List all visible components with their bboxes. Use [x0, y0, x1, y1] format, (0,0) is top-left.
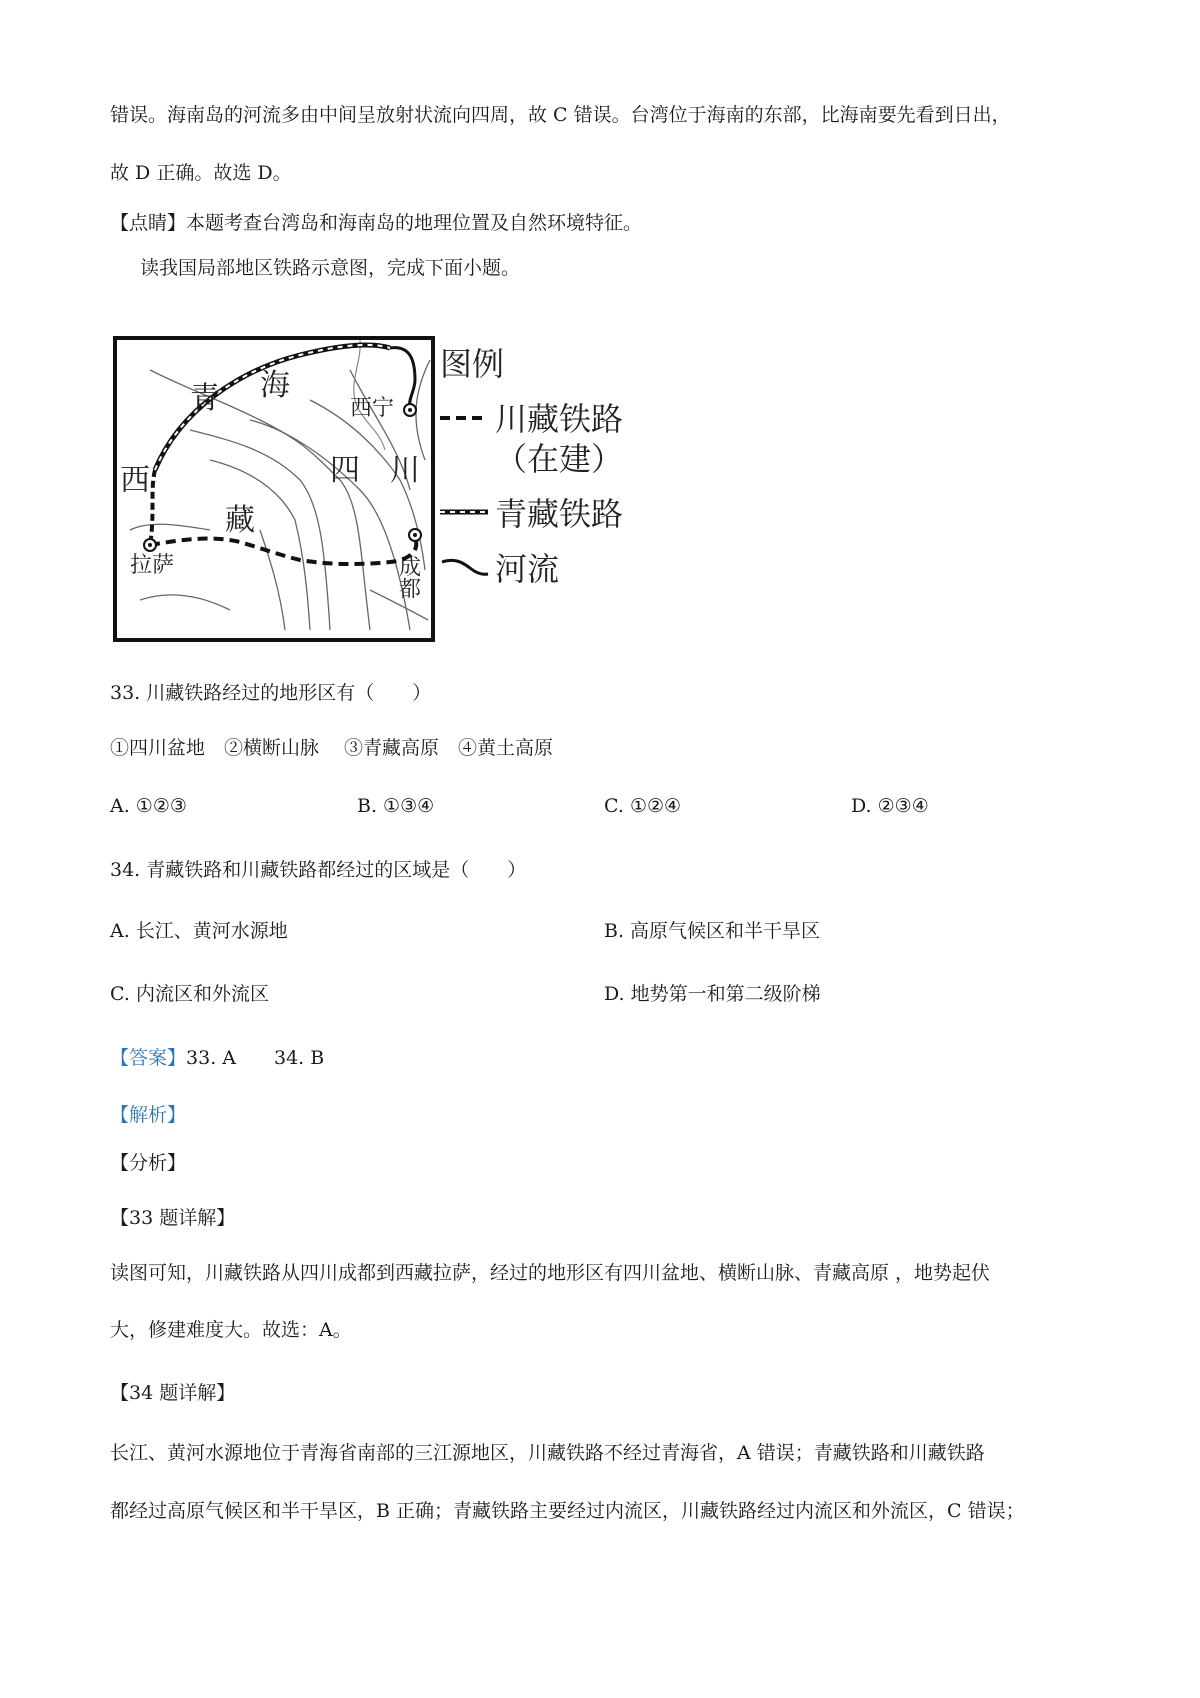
railway-map-figure [110, 330, 670, 650]
q34-option-b: B. 高原气候区和半干旱区 [604, 920, 821, 942]
map-city-xining: 西宁 [350, 396, 395, 421]
answer-text: 33. A 34. B [186, 1047, 325, 1069]
legend-qinghai-tibet: 青藏铁路 [495, 495, 624, 533]
city-chengdu-marker [409, 529, 421, 541]
city-xining-marker [404, 404, 416, 416]
q34-option-d: D. 地势第一和第二级阶梯 [604, 983, 821, 1005]
q33-option-b: B. ①③④ [357, 795, 435, 817]
intro-line-2: 故 D 正确。故选 D。 [110, 162, 292, 184]
q34-option-c: C. 内流区和外流区 [110, 983, 269, 1005]
city-lhasa-marker [144, 539, 156, 551]
legend-river-symbol [442, 560, 488, 574]
map-label-zang: 藏 [225, 503, 255, 538]
q34-stem: 34. 青藏铁路和川藏铁路都经过的区域是（ ） [110, 859, 527, 881]
analysis-fenxi: 【分析】 [110, 1152, 187, 1174]
answer-label: 【答案】 [110, 1047, 187, 1069]
map-label-chuan: 川 [390, 453, 420, 488]
map-label-hai: 海 [260, 368, 290, 403]
map-city-lhasa: 拉萨 [130, 553, 175, 578]
map-label-qing: 青 [190, 381, 220, 416]
intro-line-1: 错误。海南岛的河流多由中间呈放射状流向四周，故 C 错误。台湾位于海南的东部，比海南要先看到日出， [110, 104, 1011, 126]
analysis-label: 【解析】 [110, 1104, 187, 1126]
point-note: 【点睛】本题考查台湾岛和海南岛的地理位置及自然环境特征。 [110, 212, 643, 234]
answer-line [110, 1045, 324, 1071]
question-prompt: 读我国局部地区铁路示意图，完成下面小题。 [140, 257, 521, 279]
q34-detail-heading: 【34 题详解】 [110, 1382, 236, 1404]
legend-title: 图例 [440, 345, 505, 383]
legend-sichuan-tibet: 川藏铁路 [495, 400, 624, 438]
q33-detail-line-1: 读图可知，川藏铁路从四川成都到西藏拉萨，经过的地形区有四川盆地、横断山脉、青藏高原 ，地势起伏 [110, 1262, 991, 1284]
q33-items: ①四川盆地 ②横断山脉 ③青藏高原 ④黄土高原 [110, 737, 554, 759]
q33-option-a: A. ①②③ [110, 795, 187, 817]
map-label-xi: 西 [120, 463, 150, 498]
legend-under-construction: （在建） [495, 440, 624, 478]
q34-detail-line-1: 长江、黄河水源地位于青海省南部的三江源地区，川藏铁路不经过青海省，A 错误；青藏铁路和川藏铁路 [110, 1442, 985, 1464]
q34-option-a: A. 长江、黄河水源地 [110, 920, 288, 942]
map-city-chengdu: 成都 [395, 555, 421, 599]
q33-option-c: C. ①②④ [604, 795, 682, 817]
q34-detail-line-2: 都经过高原气候区和半干旱区，B 正确；青藏铁路主要经过内流区，川藏铁路经过内流区和外流区，C 错误； [110, 1500, 1025, 1522]
q33-detail-heading: 【33 题详解】 [110, 1207, 236, 1229]
q33-stem: 33. 川藏铁路经过的地形区有（ ） [110, 682, 432, 704]
q33-detail-line-2: 大，修建难度大。故选：A。 [110, 1319, 352, 1341]
q33-option-d: D. ②③④ [851, 795, 929, 817]
legend-river: 河流 [495, 550, 560, 588]
map-label-si: 四 [330, 453, 360, 488]
